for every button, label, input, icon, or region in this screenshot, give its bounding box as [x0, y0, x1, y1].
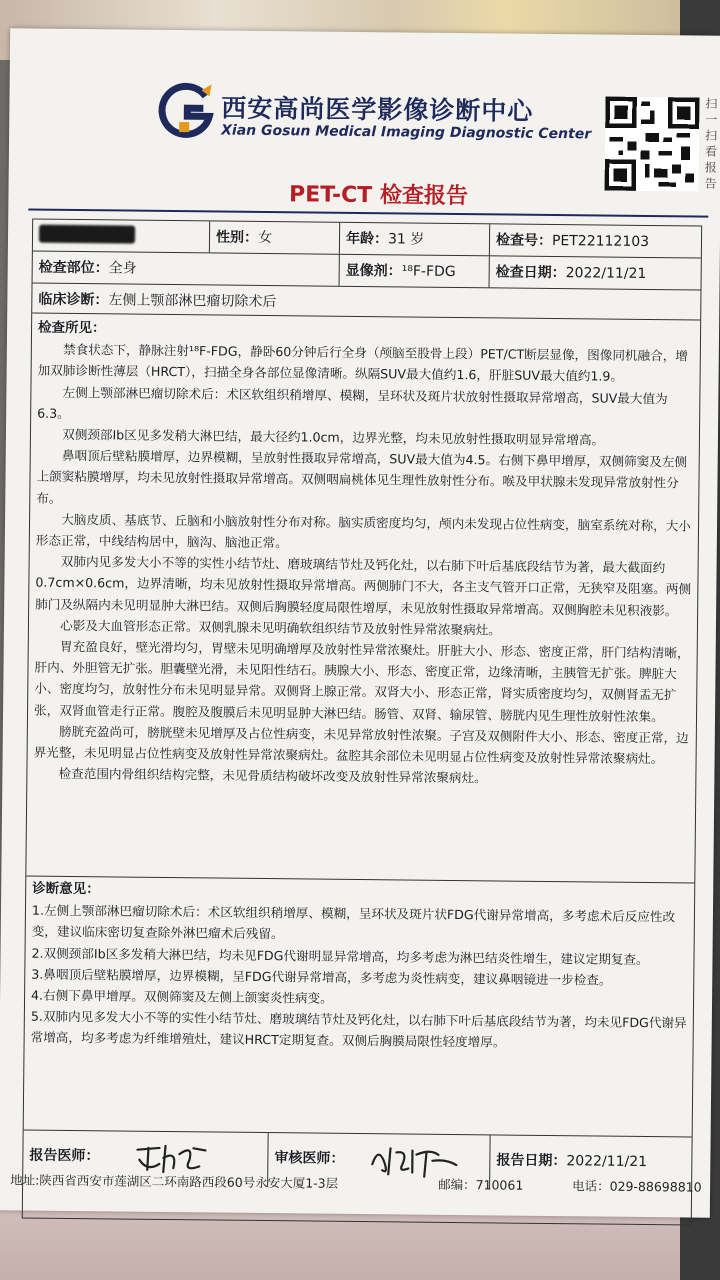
findings-paragraph: 双侧颈部Ⅰb区见多发稍大淋巴结，最大径约1.0cm，边界光整，均未见放射性摄取明显异常增高。: [62, 426, 605, 448]
clinical-label: 临床诊断：: [38, 291, 109, 309]
patient-name-cell: [33, 220, 209, 253]
diagnosis-section: [25, 876, 695, 1056]
report-title: PET-CT 检查报告: [288, 182, 469, 210]
report-table: [22, 219, 702, 1226]
exam-no-label: 检查号：: [495, 232, 553, 249]
gender-value: 女: [257, 229, 273, 247]
clinical-value: 左侧上颚部淋巴瘤切除术后: [108, 292, 277, 311]
findings-paragraph: 膀胱充盈尚可，膀胱壁未见增厚及占位性病变，未见异常放射性浓聚。子宫及双侧附件大小、形态、密度正常，边界光整，未见明显占位性病变及放射性异常浓聚病灶。盆腔其余部位未见明显占位性病变及放射性异常浓聚病灶。: [33, 723, 689, 767]
footer-phone: 电话：029-88698810: [572, 1178, 702, 1195]
findings-paragraph: 心影及大血管形态正常。双侧乳腺未见明确软组织结节及放射性异常浓聚病灶。: [60, 617, 501, 638]
findings-paragraph: 大脑皮质、基底节、丘脑和小脑放射性分布对称。脑实质密度均匀，颅内未发现占位性病变，脑室系统对称，大小形态正常，中线结构居中，脑沟、脑池正常。: [35, 511, 691, 551]
exam-date-label: 检查日期：: [495, 264, 566, 282]
report-date-label: 报告日期：: [496, 1152, 567, 1170]
tracer-cell: [339, 255, 489, 288]
exam-date-value: 2022/11/21: [565, 265, 647, 282]
footer-address: 地址:陕西省西安市莲湖区二环南路西段60号永安大厦1-3层: [10, 1172, 339, 1191]
exam-part-label: 检查部位：: [38, 259, 109, 277]
age-label: 年龄：: [345, 230, 389, 248]
clinical-cell: [32, 284, 700, 320]
gender-cell: [209, 221, 339, 253]
findings-paragraph: 检查范围内骨组织结构完整，未见骨质结构破坏改变及放射性异常浓聚病灶。: [58, 766, 487, 786]
findings-section: [27, 318, 700, 791]
diagnosis-item: 3.鼻咽顶后壁粘膜增厚，边界模糊，呈FDG代谢异常增高，多考虑为炎性病变，建议鼻咽镜进一步检查。: [31, 966, 612, 988]
tracer-label: 显像剂：: [345, 262, 402, 280]
findings-heading: 检查所见：: [37, 319, 106, 337]
report-paper: [0, 28, 720, 1217]
clinical-row: [32, 284, 700, 321]
qr-code-icon[interactable]: [605, 97, 700, 192]
exam-part-cell: [33, 252, 339, 286]
reporter-label: 报告医师：: [29, 1147, 100, 1165]
age-value: 31 岁: [387, 231, 425, 248]
center-name-en: Xian Gosun Medical Imaging Diagnostic Center: [221, 122, 592, 143]
findings-paragraph: 双肺内见多发大小不等的实性小结节灶、磨玻璃结节灶及钙化灶，以右肺下叶后基底段结节为著，最大截面约0.7cm×0.6cm，边界清晰，均未见放射性摄取异常增高。两侧肺门不大，各主支气管开口正常，无狭窄及阻塞。两侧肺门及纵隔内未见明显肿大淋巴结。双侧后胸膜轻度局限性增厚，未见放射性摄取异常增高。双侧胸腔未见积液影。: [35, 554, 692, 618]
report-date-value: 2022/11/21: [566, 1153, 648, 1171]
tracer-value: ¹⁸F-FDG: [401, 263, 456, 280]
diagnosis-item: 5.双肺内见多发大小不等的实性小结节灶、磨玻璃结节灶及钙化灶，以右肺下叶后基底段结节为著，均未见FDG代谢异常增高，均多考虑为纤维增殖灶，建议HRCT定期复查。双侧后胸膜局限性轻度增厚。: [30, 1008, 687, 1050]
center-name: 西安高尚医学影像诊断中心: [221, 93, 534, 126]
title-divider: [28, 209, 708, 218]
diagnosis-heading: 诊断意见：: [32, 880, 100, 898]
exam-no-cell: [489, 224, 701, 257]
reviewer-label: 审核医师：: [274, 1150, 345, 1167]
diagnosis-item: 4.右侧下鼻甲增厚。双侧筛窦及左侧上颌窦炎性病变。: [31, 987, 333, 1006]
exam-date-cell: [489, 256, 701, 289]
diagnosis-item: 2.双侧颈部Ⅰb区多发稍大淋巴结，均未见FDG代谢明显异常增高，均多考虑为淋巴结炎性增生，建议定期复查。: [31, 945, 649, 967]
exam-part-value: 全身: [108, 260, 137, 277]
exam-no-value: PET22112103: [551, 232, 650, 251]
gender-label: 性别：: [215, 229, 259, 246]
redacted-name: [39, 225, 135, 244]
findings-paragraph: 左侧上颚部淋巴瘤切除术后：术区软组织稍增厚、模糊，呈环状及斑片状放射性摄取异常增高，SUV最大值为6.3。: [37, 384, 668, 421]
diagnosis-item: 1.左侧上颚部淋巴瘤切除术后：术区软组织稍增厚、模糊，呈环状及斑片状FDG代谢异常增高，多考虑术后反应性改变，建议临床密切复查除外淋巴瘤术后残留。: [31, 902, 676, 942]
findings-paragraph: 胃充盈良好，壁光滑均匀，胃壁未见明确增厚及放射性异常浓聚灶。肝脏大小、形态、密度正常，肝门结构清晰，肝内、外胆管无扩张。胆囊壁光滑，未见阳性结石。胰腺大小、形态、密度正常，边缘清晰，主胰管无扩张。脾脏大小、密度均匀，放射性分布未见明显异常。双侧肾上腺正常。双肾大小、形态正常，肾实质密度均匀，双侧肾盂无扩张，双肾血管走行正常。腹腔及腹膜后未见明显肿大淋巴结。肠管、双肾、输尿管、膀胱内见生理性放射性浓集。: [33, 638, 690, 724]
findings-paragraph: 禁食状态下，静脉注射¹⁸F-FDG，静卧60分钟后行全身（颅脑至股骨上段）PET/CT断层显像，图像同机融合，增加双肺诊断性薄层（HRCT），扫描全身各部位显像清晰。纵隔SUV最大值约1.6，肝脏SUV最大值约1.9。: [37, 342, 689, 385]
footer-postcode: 邮编：710061: [438, 1176, 524, 1193]
center-logo-icon: [157, 82, 216, 141]
findings-paragraph: 鼻咽顶后壁粘膜增厚，边界模糊，呈放射性摄取异常增高，SUV最大值为4.5。右侧下鼻甲增厚，双侧筛窦及左侧上颌窦粘膜增厚，均未见放射性摄取异常增高。双侧咽扁桃体见生理性放射性分布。喉及甲状腺未发现异常放射性分布。: [36, 448, 688, 506]
age-cell: [339, 223, 489, 256]
scan-to-view-label: 扫一扫看报告: [704, 96, 718, 191]
